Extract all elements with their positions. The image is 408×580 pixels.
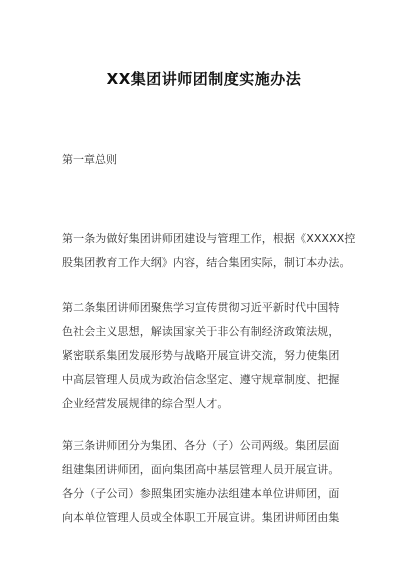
paragraph-line: 组建集团讲师团，面向集团高中基层管理人员开展宣讲。 (62, 463, 340, 476)
article-paragraph-2 (62, 296, 352, 416)
chapter-heading: 第一章总则 (62, 153, 117, 166)
paragraph-line: 色社会主义思想，解读国家关于非公有制经济政策法规， (62, 325, 340, 338)
paragraph-line: 第一条为做好集团讲师团建设与管理工作，根据《XXXXX控 (62, 232, 356, 245)
paragraph-line: 各分（子公司）参照集团实施办法组建本单位讲师团，面 (62, 487, 340, 500)
paragraph-line: 股集团教育工作大纲》内容，结合集团实际，制订本办法。 (62, 256, 351, 269)
document-title: XX集团讲师团制度实施办法 (106, 70, 302, 88)
article-paragraph-1 (62, 227, 356, 275)
paragraph-line: 中高层管理人员成为政治信念坚定、遵守规章制度、把握 (62, 373, 340, 386)
paragraph-line: 第二条集团讲师团聚焦学习宣传贯彻习近平新时代中国特 (62, 301, 340, 314)
paragraph-line: 向本单位管理人员或全体职工开展宣讲。集团讲师团由集 (62, 511, 340, 524)
paragraph-line: 企业经营发展规律的综合型人才。 (62, 397, 229, 410)
paragraph-line: 第三条讲师团分为集团、各分（子）公司两级。集团层面 (62, 439, 340, 452)
article-paragraph-3 (62, 434, 352, 530)
paragraph-line: 紧密联系集团发展形势与战略开展宣讲交流，努力使集团 (62, 349, 340, 362)
